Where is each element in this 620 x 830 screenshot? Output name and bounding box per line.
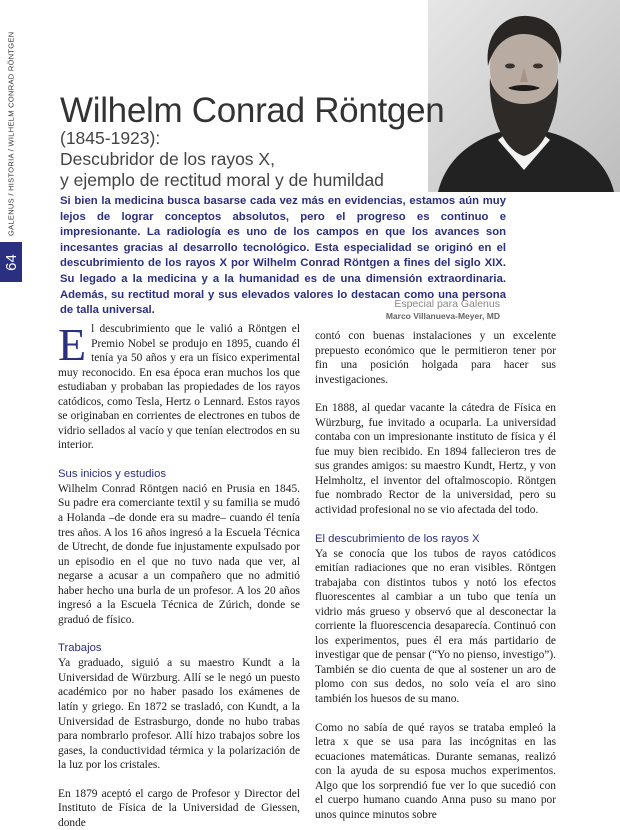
byline <box>386 298 500 322</box>
subtitle-line: Descubridor de los rayos X, <box>60 149 275 169</box>
article-title: Wilhelm Conrad Röntgen <box>60 91 445 130</box>
section-heading-descubrimiento: El descubrimiento de los rayos X <box>315 532 480 545</box>
lead-paragraph: Si bien la medicina busca basarse cada vez más en evidencias, estamos aún muy lejos de lograr conceptos absolutos, pero el progreso es continuo e impresionante. La radiología es uno de los campos en que los avances son incesantes gracias al desarrollo tecnológico. Esta especialidad se originó en el descubrimiento de los rayos X por Wilhelm Conrad Röntgen a fines del siglo XIX. Su legado a la medicina y a la humanidad es de una dimensión extraordinaria. Además, su rectitud moral y sus elevados valores lo destacan como una persona de talla universal. <box>60 195 506 317</box>
body-column-left <box>58 319 300 830</box>
drop-cap: E <box>58 319 87 370</box>
section-heading-inicios: Sus inicios y estudios <box>58 467 166 480</box>
byline-special: Especial para Galenus <box>394 298 500 310</box>
body-column-right <box>315 329 556 822</box>
page-number: 64 <box>0 242 22 282</box>
portrait-photo-icon <box>428 0 620 192</box>
portrait-illustration <box>428 0 620 192</box>
paragraph-wurzburg: En 1888, al quedar vacante la cátedra de Física en Würzburg, fue invitado a ocuparla. La universidad contaba con un impresionante instituto de física y él fue muy bien recibido. En 1894 fallecieron tres de sus grandes amigos: su maestro Kundt, Hertz, y von Helmholtz, el inventor del oftalmoscopio. Röntgen fue nombrado Rector de la universidad, pero su actividad profesional no se vio afectada del todo. <box>315 402 556 517</box>
byline-author: Marco Villanueva-Meyer, MD <box>385 311 500 321</box>
paragraph-inicios: Wilhelm Conrad Röntgen nació en Prusia en 1845. Su padre era comerciante textil y su familia se mudó a Holanda –de donde era su madre– cuando él tenía tres años. A los 16 años ingresó a la Escuela Técnica de Utrecht, de donde fue injustamente expulsado por un episodio en el que no tuvo nada que ver, al negarse a acusar a un compañero que no admitió haber hecho una burla de un profesor. A los 20 años ingresó a la Escuela Técnica de Zúrich, donde se graduó de físico. <box>58 482 300 626</box>
article-subtitle <box>60 128 384 191</box>
subtitle-line: (1845-1923): <box>60 128 161 148</box>
running-head: GALENUS / HISTORIA / WILHELM CONRAD RÖNTGEN <box>6 31 16 236</box>
paragraph-giessen: En 1879 aceptó el cargo de Profesor y Director del Instituto de Física de la Universidad de Giessen, donde <box>58 787 300 829</box>
paragraph-descubrimiento: Ya se conocía que los tubos de rayos catódicos emitían radiaciones que no eran visibles. Röntgen trabajaba con distintos tubos y notó los efectos fluorescentes al cambiar a un tubo que tenía un vidrio más grueso y observó que al desconectar la corriente la fluorescencia desaparecía. Continuó con los experimentos, pues él era más partidario de investigar que de pensar (“Yo no pienso, investigo”). También se dio cuenta de que al sostener un aro de plomo con sus dedos, no solo veía el aro sino también los huesos de su mano. <box>315 547 556 706</box>
subtitle-line: y ejemplo de rectitud moral y de humildad <box>60 170 384 190</box>
paragraph-letra-x: Como no sabía de qué rayos se trataba empleó la letra x que se usa para las incógnitas en las ecuaciones matemáticas. Durante semanas, realizó con la ayuda de su esposa muchos experimentos. Algo que los sorprendió fue ver lo que sucedió con el cuerpo humano cuando Anna puso su mano por unos quince minutos sobre <box>315 721 556 821</box>
paragraph-trabajos: Ya graduado, siguió a su maestro Kundt a la Universidad de Würzburg. Allí se le negó un puesto académico por no haber pasado los exámenes de latín y griego. En 1872 se trasladó, con Kundt, a la Universidad de Estrasburgo, donde no hubo trabas para nombrarlo profesor. Allí hizo trabajos sobre los gases, la conductividad térmica y la polarización de la luz por los cristales. <box>58 657 300 772</box>
intro-paragraph: El descubrimiento que le valió a Röntgen el Premio Nobel se produjo en 1895, cuando él tenía ya 50 años y era un físico experimental muy reconocido. En esa época eran muchos los que estudiaban y probaban las propiedades de los rayos catódicos, como Tesla, Hertz o Lennard. Estos rayos se originaban en corrientes de electrones en tubos de vidrio sellados al vacío y que tenían electrodos en su interior. <box>58 319 300 452</box>
section-heading-trabajos: Trabajos <box>58 642 102 655</box>
side-strip <box>0 0 22 802</box>
paragraph-continued: contó con buenas instalaciones y un excelente prepuesto económico que le permitieron tener por fin una posición holgada para hacer sus investigaciones. <box>315 330 556 386</box>
